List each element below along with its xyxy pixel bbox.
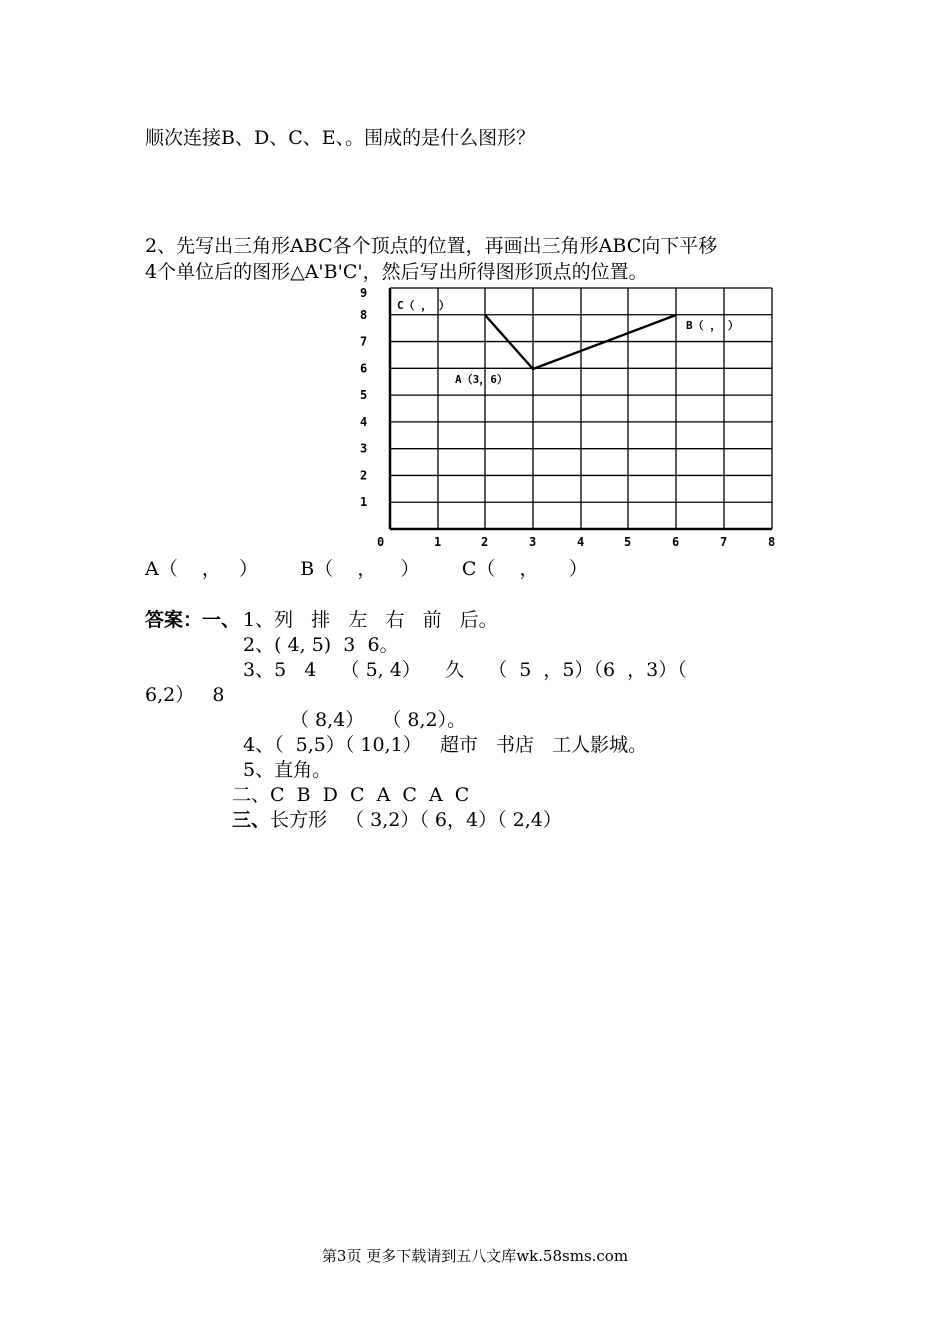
coordinate-grid-figure [355, 283, 785, 553]
vertex-answer-blanks: A（ ， ） B（ ， ） C（ ， ） [145, 558, 588, 580]
y-tick-label: 4 [360, 414, 368, 429]
answer-part-3: 长方形 （ 3,2）（ 6，4）（ 2,4） [270, 809, 562, 831]
x-tick-label: 3 [529, 535, 537, 549]
answer-1: 1、列 排 左 右 前 后。 [243, 609, 498, 631]
answer-part-3-heading: 三、 [232, 809, 271, 831]
y-tick-label: 5 [360, 388, 368, 403]
answer-heading: 答案：一、 [145, 609, 241, 631]
question-2-line-2: 4个单位后的图形△A'B'C'，然后写出所得图形顶点的位置。 [145, 261, 648, 283]
answer-3-part-a: 3、5 4 （ 5, 4） 久 （ 5 ，5）（6 ，3）（ [243, 659, 687, 681]
answer-2: 2、( 4, 5) 3 6。 [243, 634, 399, 656]
y-tick-label: 7 [360, 334, 368, 349]
answer-4: 4、（ 5,5）（ 10,1） 超市 书店 工人影城。 [243, 734, 648, 756]
answer-5: 5、直角。 [243, 759, 332, 781]
x-tick-label: 0 [377, 535, 385, 549]
y-tick-label: 8 [360, 307, 368, 322]
question-1-tail: 顺次连接B、D、C、E、。围成的是什么图形？ [145, 127, 536, 149]
x-tick-label: 7 [720, 535, 728, 549]
y-tick-label: 9 [360, 286, 368, 300]
x-tick-label: 1 [434, 535, 442, 549]
label-vertex-b: B（ ， ） [686, 319, 739, 332]
question-2-line-1: 2、先写出三角形ABC各个顶点的位置，再画出三角形ABC向下平移 [145, 235, 718, 257]
answer-part-2: 二、C B D C A C A C [232, 784, 470, 806]
answer-3-part-b: 6,2） 8 [145, 684, 225, 706]
x-tick-label: 5 [624, 535, 632, 549]
answer-3-part-c: （ 8,4） （ 8,2）。 [290, 709, 467, 731]
y-tick-label: 1 [360, 495, 368, 510]
x-tick-label: 4 [577, 535, 585, 549]
y-tick-label: 2 [360, 468, 368, 483]
label-vertex-a: A（3，6） [455, 373, 508, 386]
x-tick-label: 8 [768, 535, 776, 549]
label-vertex-c: C（ ， ） [397, 299, 450, 312]
x-tick-label: 6 [672, 535, 680, 549]
y-tick-label: 6 [360, 361, 368, 376]
x-tick-label: 2 [481, 535, 489, 549]
page-footer: 第3页 更多下载请到五八文库wk.58sms.com [321, 1247, 629, 1265]
y-tick-label: 3 [360, 441, 368, 456]
